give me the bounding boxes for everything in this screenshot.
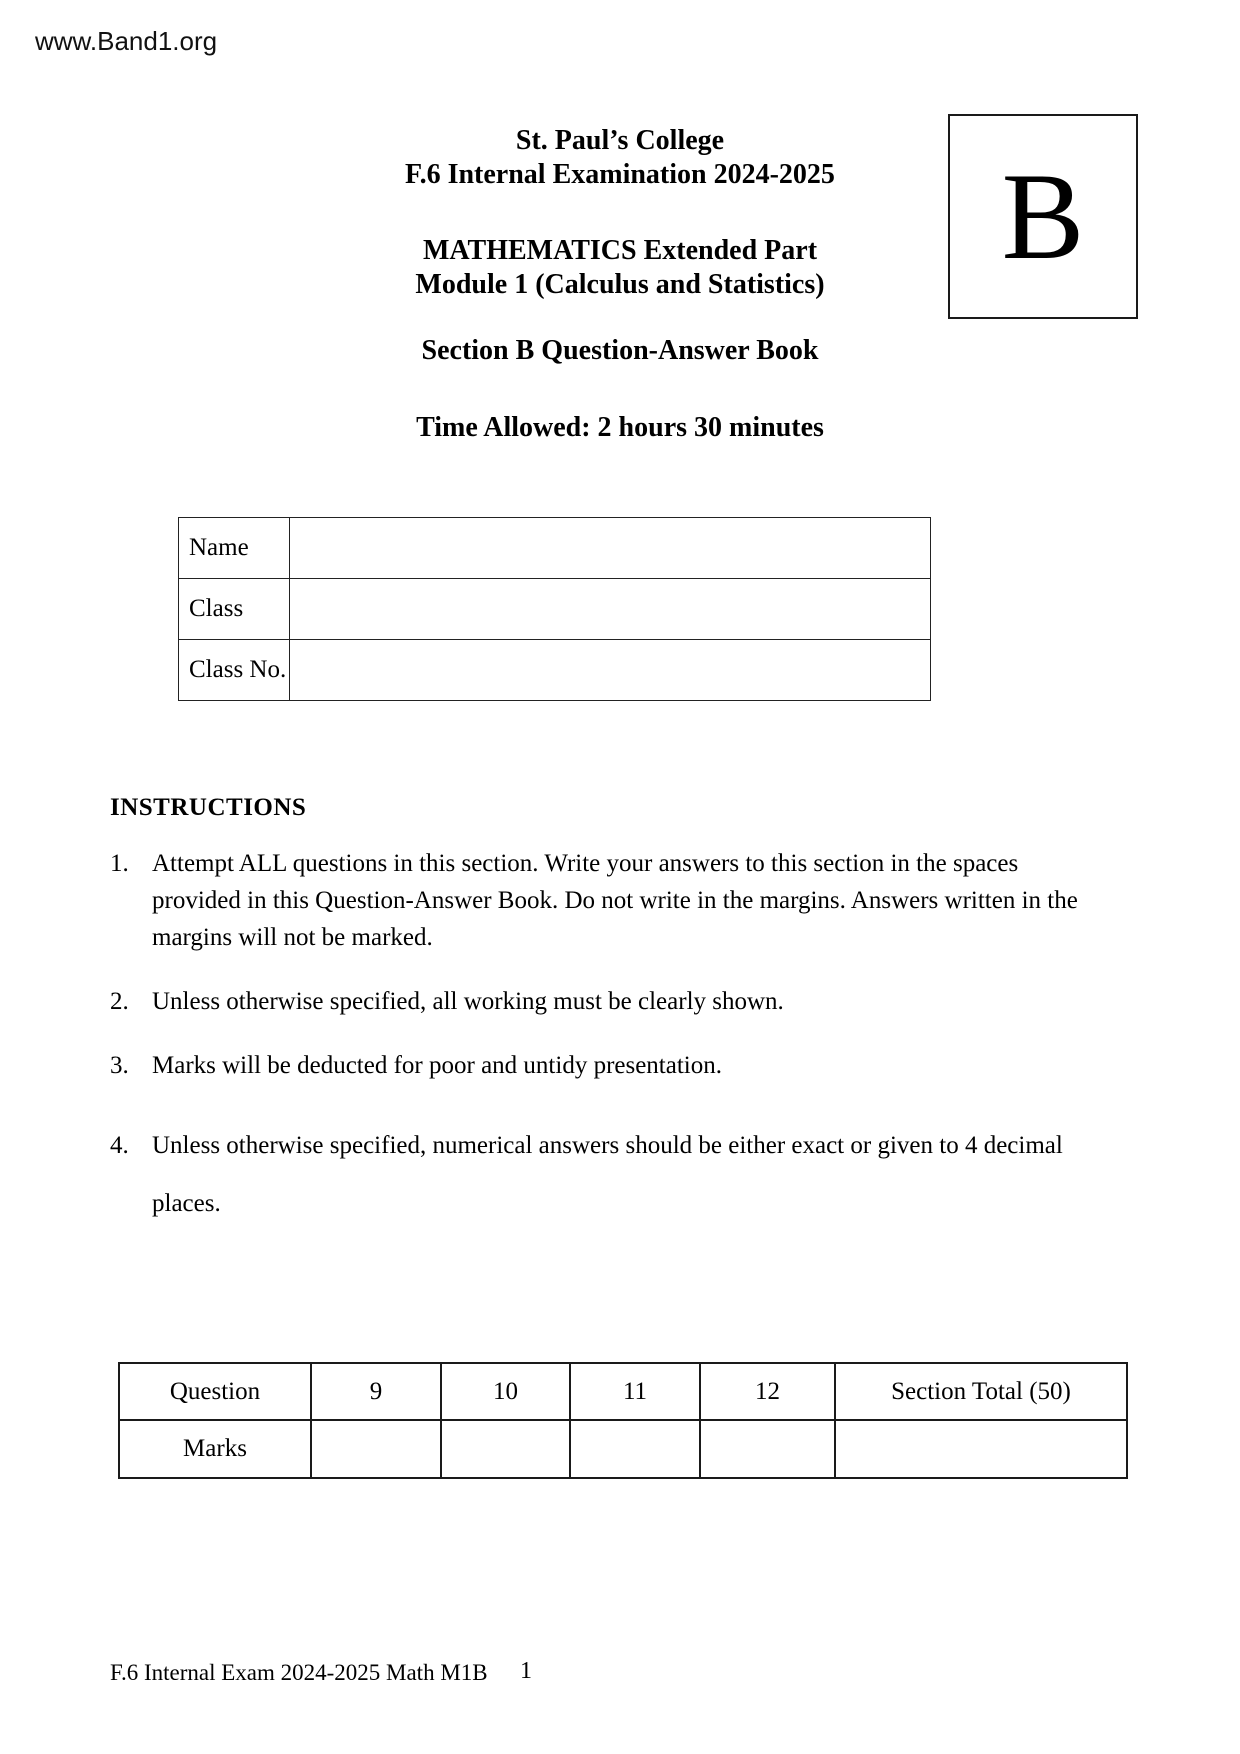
- marks-header-q12: 12: [700, 1363, 835, 1420]
- section-title: Section B Question-Answer Book: [421, 335, 819, 366]
- time-allowed: Time Allowed: 2 hours 30 minutes: [416, 412, 824, 443]
- instruction-line: Marks will be deducted for poor and untidy presentation.: [152, 1052, 722, 1079]
- class-value-cell: [290, 579, 931, 640]
- marks-cell-q11: [570, 1420, 700, 1478]
- marks-cell-q10: [441, 1420, 570, 1478]
- instruction-item-1: [110, 845, 1078, 956]
- marks-table-marks-row: [119, 1420, 1127, 1478]
- marks-header-question: Question: [119, 1363, 311, 1420]
- class-label: Class: [179, 579, 290, 640]
- instructions-list: [110, 845, 1078, 1233]
- site-watermark: www.Band1.org: [35, 26, 218, 56]
- marks-cell-q9: [311, 1420, 441, 1478]
- instruction-1-number: 1.: [110, 850, 129, 877]
- instruction-3-text: [152, 1047, 722, 1084]
- class-no-label: Class No.: [179, 640, 290, 701]
- instruction-2-number: 2.: [110, 988, 129, 1015]
- instruction-2-text: [152, 983, 784, 1020]
- marks-table: [118, 1362, 1128, 1479]
- instruction-4-number: 4.: [110, 1132, 129, 1159]
- footer-page-number: 1: [520, 1658, 532, 1684]
- subject-title: MATHEMATICS Extended Part: [422, 235, 818, 266]
- instruction-item-3: [110, 1047, 1030, 1084]
- book-letter: B: [1001, 147, 1085, 285]
- student-info-row-class: [179, 579, 931, 640]
- book-letter-box: [948, 114, 1138, 319]
- student-info-row-class-no: [179, 640, 931, 701]
- instruction-item-4: [110, 1117, 1063, 1233]
- marks-header-q10: 10: [441, 1363, 570, 1420]
- marks-header-q11: 11: [570, 1363, 700, 1420]
- instruction-line: Unless otherwise specified, all working must be clearly shown.: [152, 988, 784, 1015]
- instructions-heading: INSTRUCTIONS: [110, 794, 307, 821]
- marks-cell-section-total: [835, 1420, 1127, 1478]
- instruction-line: Attempt ALL questions in this section. Write your answers to this section in the spaces: [152, 850, 1019, 877]
- school-name: St. Paul’s College: [515, 125, 725, 156]
- marks-header-section-total: Section Total (50): [835, 1363, 1127, 1420]
- instruction-item-2: [110, 983, 1030, 1020]
- instruction-3-number: 3.: [110, 1052, 129, 1079]
- marks-table-header-row: [119, 1363, 1127, 1420]
- instruction-4-text: [152, 1117, 1063, 1233]
- name-value-cell: [290, 518, 931, 579]
- marks-row-label: Marks: [119, 1420, 311, 1478]
- instruction-line: places.: [152, 1190, 221, 1217]
- exam-title: F.6 Internal Examination 2024-2025: [405, 159, 835, 190]
- instruction-line: Unless otherwise specified, numerical answers should be either exact or given to 4 decimal: [152, 1132, 1063, 1159]
- instruction-1-text: [152, 845, 1078, 956]
- student-info-table: [178, 517, 931, 701]
- footer-doc-code: F.6 Internal Exam 2024-2025 Math M1B: [110, 1660, 488, 1685]
- class-no-value-cell: [290, 640, 931, 701]
- marks-header-q9: 9: [311, 1363, 441, 1420]
- student-info-row-name: [179, 518, 931, 579]
- marks-cell-q12: [700, 1420, 835, 1478]
- module-title: Module 1 (Calculus and Statistics): [415, 269, 825, 300]
- instruction-line: provided in this Question-Answer Book. Do not write in the margins. Answers written in the: [152, 887, 1078, 914]
- instruction-line: margins will not be marked.: [152, 924, 433, 951]
- name-label: Name: [179, 518, 290, 579]
